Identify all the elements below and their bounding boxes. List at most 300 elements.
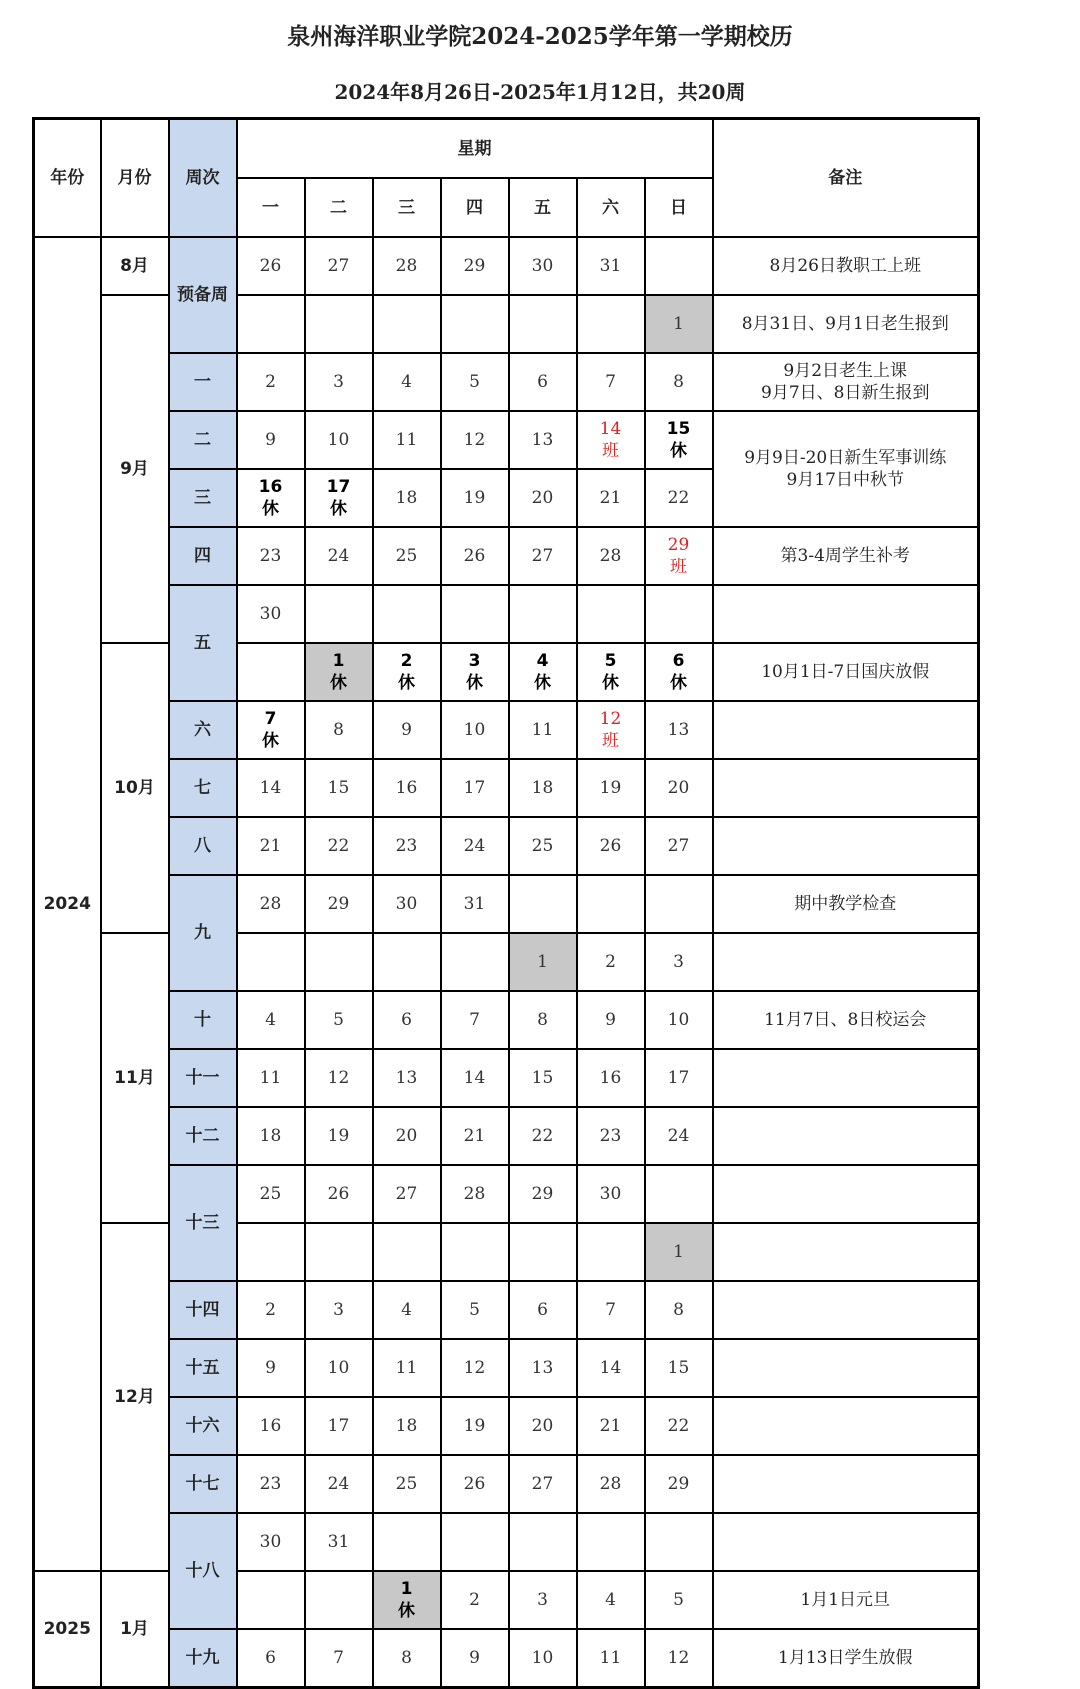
note-cell (713, 1513, 979, 1571)
day-cell (305, 817, 373, 875)
holiday-mark: 休 (466, 673, 483, 693)
day-number: 22 (667, 488, 690, 508)
day-cell (373, 759, 441, 817)
note-line: 9月2日老生上课 (783, 361, 908, 381)
header-day: 六 (577, 178, 645, 237)
day-cell (305, 1513, 373, 1571)
day-number: 10 (327, 1358, 350, 1378)
day-cell (441, 1165, 509, 1223)
day-cell (305, 1339, 373, 1397)
day-number: 17 (327, 1416, 350, 1436)
day-number: 30 (599, 1184, 622, 1204)
holiday-mark: 休 (330, 673, 347, 693)
day-number: 2 (605, 952, 616, 972)
day-number: 23 (259, 546, 282, 566)
day-number: 25 (395, 546, 418, 566)
day-cell (305, 527, 373, 585)
day-number: 10 (327, 430, 350, 450)
day-cell (305, 237, 373, 295)
day-number: 1 (537, 952, 548, 972)
note-cell (713, 1281, 979, 1339)
note-cell (713, 1339, 979, 1397)
note-cell (713, 1165, 979, 1223)
day-cell (373, 295, 441, 353)
day-number: 12 (599, 709, 622, 729)
day-cell (645, 875, 713, 933)
day-cell (237, 353, 305, 411)
day-number: 20 (667, 778, 690, 798)
note-line: 10月1日-7日国庆放假 (761, 662, 930, 682)
day-number: 7 (605, 372, 616, 392)
day-number: 21 (599, 1416, 622, 1436)
day-cell (577, 817, 645, 875)
month-cell: 8月 (101, 237, 169, 295)
header-year: 年份 (34, 119, 101, 238)
day-number: 27 (667, 836, 690, 856)
day-cell (577, 469, 645, 527)
week-cell: 五 (169, 585, 237, 701)
day-number: 5 (604, 651, 617, 671)
week-cell: 十八 (169, 1513, 237, 1629)
day-number: 22 (667, 1416, 690, 1436)
day-cell (509, 1107, 577, 1165)
day-number: 13 (531, 1358, 554, 1378)
day-cell (509, 237, 577, 295)
header-month: 月份 (101, 119, 169, 238)
day-number: 3 (673, 952, 684, 972)
day-cell (577, 991, 645, 1049)
day-cell (509, 353, 577, 411)
day-cell (373, 1571, 441, 1629)
day-cell (645, 1049, 713, 1107)
day-cell (441, 237, 509, 295)
day-cell (373, 237, 441, 295)
note-line: 9月17日中秋节 (786, 470, 904, 490)
day-number: 11 (531, 720, 554, 740)
day-number: 17 (667, 1068, 690, 1088)
day-number: 18 (395, 1416, 418, 1436)
day-number: 9 (401, 720, 412, 740)
day-cell (645, 585, 713, 643)
day-number: 4 (401, 1300, 412, 1320)
day-number: 4 (536, 651, 549, 671)
day-cell (577, 1513, 645, 1571)
day-cell (373, 527, 441, 585)
day-cell (237, 1223, 305, 1281)
note-cell (713, 353, 979, 411)
day-cell (577, 1049, 645, 1107)
day-cell (305, 933, 373, 991)
header-weekday: 星期 (237, 119, 713, 179)
day-number: 1 (332, 651, 345, 671)
day-cell (441, 1571, 509, 1629)
day-number: 17 (463, 778, 486, 798)
note-cell (713, 933, 979, 991)
day-cell (441, 1513, 509, 1571)
day-number: 4 (401, 372, 412, 392)
holiday-mark: 休 (262, 499, 279, 519)
header-note: 备注 (713, 119, 979, 238)
day-number: 2 (469, 1590, 480, 1610)
day-cell (577, 527, 645, 585)
day-number: 11 (395, 1358, 418, 1378)
day-number: 6 (401, 1010, 412, 1030)
day-number: 5 (673, 1590, 684, 1610)
day-number: 20 (395, 1126, 418, 1146)
day-number: 24 (327, 1474, 350, 1494)
year-cell: 2024 (34, 237, 101, 1571)
day-cell (509, 701, 577, 759)
day-cell (645, 353, 713, 411)
day-cell (237, 1513, 305, 1571)
day-number: 29 (327, 894, 350, 914)
day-number: 15 (667, 1358, 690, 1378)
day-number: 29 (531, 1184, 554, 1204)
day-cell (373, 933, 441, 991)
holiday-mark: 休 (262, 731, 279, 751)
day-cell (441, 295, 509, 353)
day-number: 22 (327, 836, 350, 856)
day-cell (373, 817, 441, 875)
day-cell (373, 411, 441, 469)
day-cell (373, 701, 441, 759)
day-number: 9 (605, 1010, 616, 1030)
day-cell (237, 1049, 305, 1107)
day-number: 13 (531, 430, 554, 450)
day-number: 2 (265, 372, 276, 392)
day-cell (577, 701, 645, 759)
day-number: 18 (259, 1126, 282, 1146)
note-cell (713, 411, 979, 527)
day-number: 14 (463, 1068, 486, 1088)
day-number: 11 (259, 1068, 282, 1088)
month-cell: 10月 (101, 643, 169, 933)
day-cell (509, 933, 577, 991)
note-line: 第3-4周学生补考 (780, 546, 910, 566)
day-cell (509, 1223, 577, 1281)
day-cell (509, 1165, 577, 1223)
note-cell (713, 1397, 979, 1455)
day-number: 20 (531, 1416, 554, 1436)
day-number: 28 (599, 1474, 622, 1494)
day-number: 24 (667, 1126, 690, 1146)
note-cell (713, 759, 979, 817)
week-cell: 六 (169, 701, 237, 759)
day-number: 26 (327, 1184, 350, 1204)
note-line: 11月7日、8日校运会 (764, 1010, 927, 1030)
day-cell (305, 411, 373, 469)
day-cell (373, 469, 441, 527)
day-cell (577, 643, 645, 701)
day-cell (645, 817, 713, 875)
day-cell (577, 1397, 645, 1455)
week-cell: 二 (169, 411, 237, 469)
day-number: 19 (463, 1416, 486, 1436)
day-cell (509, 527, 577, 585)
holiday-mark: 休 (398, 673, 415, 693)
day-cell (305, 1049, 373, 1107)
day-cell (441, 1455, 509, 1513)
note-line: 1月13日学生放假 (778, 1648, 913, 1668)
day-number: 6 (537, 1300, 548, 1320)
day-cell (577, 1339, 645, 1397)
day-number: 10 (463, 720, 486, 740)
day-number: 2 (400, 651, 413, 671)
day-number: 9 (265, 1358, 276, 1378)
day-number: 23 (599, 1126, 622, 1146)
day-number: 23 (395, 836, 418, 856)
day-cell (577, 1165, 645, 1223)
day-cell (645, 1339, 713, 1397)
day-cell (305, 875, 373, 933)
note-cell (713, 1107, 979, 1165)
day-number: 31 (463, 894, 486, 914)
week-cell: 十六 (169, 1397, 237, 1455)
day-cell (645, 1571, 713, 1629)
day-number: 5 (469, 1300, 480, 1320)
day-cell (237, 585, 305, 643)
note-cell (713, 295, 979, 353)
day-number: 25 (395, 1474, 418, 1494)
day-number: 30 (259, 1532, 282, 1552)
day-number: 5 (469, 372, 480, 392)
day-number: 15 (327, 778, 350, 798)
week-cell: 十五 (169, 1339, 237, 1397)
day-cell (373, 643, 441, 701)
day-cell (645, 527, 713, 585)
note-cell (713, 585, 979, 643)
day-cell (645, 411, 713, 469)
day-cell (441, 1397, 509, 1455)
day-cell (305, 1281, 373, 1339)
day-cell (441, 469, 509, 527)
day-number: 7 (333, 1648, 344, 1668)
day-cell (441, 1339, 509, 1397)
day-number: 13 (667, 720, 690, 740)
day-number: 16 (599, 1068, 622, 1088)
week-cell: 四 (169, 527, 237, 585)
week-cell: 一 (169, 353, 237, 411)
day-cell (645, 759, 713, 817)
day-cell (509, 875, 577, 933)
day-number: 18 (531, 778, 554, 798)
day-cell (441, 759, 509, 817)
page-subtitle: 2024年8月26日-2025年1月12日，共20周 (334, 80, 746, 104)
day-number: 29 (667, 1474, 690, 1494)
note-line: 9月7日、8日新生报到 (761, 383, 930, 403)
day-number: 12 (463, 1358, 486, 1378)
day-cell (509, 585, 577, 643)
month-cell: 9月 (101, 295, 169, 643)
note-cell (713, 643, 979, 701)
day-cell (305, 1165, 373, 1223)
day-cell (305, 469, 373, 527)
note-cell (713, 237, 979, 295)
day-cell (305, 353, 373, 411)
day-cell (305, 295, 373, 353)
day-cell (305, 991, 373, 1049)
week-cell: 十七 (169, 1455, 237, 1513)
day-cell (237, 1339, 305, 1397)
day-number: 16 (395, 778, 418, 798)
day-cell (237, 701, 305, 759)
day-cell (237, 1165, 305, 1223)
day-cell (441, 585, 509, 643)
header-day: 五 (509, 178, 577, 237)
day-cell (509, 817, 577, 875)
day-cell (509, 1339, 577, 1397)
day-cell (305, 701, 373, 759)
day-cell (373, 1107, 441, 1165)
day-cell (237, 759, 305, 817)
day-cell (237, 527, 305, 585)
day-number: 15 (531, 1068, 554, 1088)
day-number: 27 (327, 256, 350, 276)
day-number: 6 (672, 651, 685, 671)
month-cell: 11月 (101, 933, 169, 1223)
day-cell (441, 411, 509, 469)
day-number: 26 (463, 1474, 486, 1494)
day-cell (373, 1455, 441, 1513)
day-cell (305, 1455, 373, 1513)
day-cell (577, 1571, 645, 1629)
day-cell (373, 1165, 441, 1223)
day-cell (441, 353, 509, 411)
day-cell (237, 295, 305, 353)
day-cell (577, 933, 645, 991)
day-cell (441, 817, 509, 875)
day-cell (441, 875, 509, 933)
day-number: 28 (463, 1184, 486, 1204)
day-number: 3 (333, 372, 344, 392)
note-cell (713, 875, 979, 933)
day-number: 2 (265, 1300, 276, 1320)
day-number: 20 (531, 488, 554, 508)
day-cell (645, 643, 713, 701)
day-number: 14 (599, 419, 622, 439)
day-number: 28 (259, 894, 282, 914)
week-cell: 十九 (169, 1629, 237, 1688)
day-cell (305, 643, 373, 701)
header-day: 三 (373, 178, 441, 237)
day-number: 21 (259, 836, 282, 856)
day-cell (237, 933, 305, 991)
month-cell: 12月 (101, 1223, 169, 1571)
day-number: 1 (673, 1242, 684, 1262)
day-number: 14 (599, 1358, 622, 1378)
day-number: 17 (326, 477, 351, 497)
day-number: 4 (265, 1010, 276, 1030)
day-number: 8 (401, 1648, 412, 1668)
day-number: 24 (327, 546, 350, 566)
header-day: 日 (645, 178, 713, 237)
day-number: 19 (463, 488, 486, 508)
day-cell (577, 1107, 645, 1165)
week-cell: 七 (169, 759, 237, 817)
month-cell: 1月 (101, 1571, 169, 1688)
header-day: 一 (237, 178, 305, 237)
day-cell (237, 411, 305, 469)
day-cell (509, 469, 577, 527)
day-cell (441, 643, 509, 701)
day-number: 8 (673, 372, 684, 392)
week-cell: 十一 (169, 1049, 237, 1107)
day-cell (237, 469, 305, 527)
day-cell (645, 1165, 713, 1223)
day-cell (577, 585, 645, 643)
day-number: 4 (605, 1590, 616, 1610)
day-number: 12 (667, 1648, 690, 1668)
day-cell (373, 991, 441, 1049)
day-number: 7 (264, 709, 277, 729)
day-number: 8 (333, 720, 344, 740)
day-number: 16 (258, 477, 283, 497)
day-number: 21 (463, 1126, 486, 1146)
day-number: 22 (531, 1126, 554, 1146)
day-cell (645, 1281, 713, 1339)
day-cell (645, 1513, 713, 1571)
day-cell (577, 1223, 645, 1281)
day-cell (237, 875, 305, 933)
note-line: 1月1日元旦 (800, 1590, 891, 1610)
workday-mark: 班 (602, 441, 619, 461)
day-cell (509, 759, 577, 817)
day-cell (441, 527, 509, 585)
week-cell: 十 (169, 991, 237, 1049)
day-number: 9 (265, 430, 276, 450)
day-number: 12 (327, 1068, 350, 1088)
day-cell (237, 991, 305, 1049)
day-cell (577, 759, 645, 817)
workday-mark: 班 (602, 731, 619, 751)
day-cell (509, 1571, 577, 1629)
day-cell (645, 933, 713, 991)
day-cell (645, 469, 713, 527)
workday-mark: 班 (670, 557, 687, 577)
day-cell (305, 759, 373, 817)
day-cell (577, 295, 645, 353)
day-number: 6 (537, 372, 548, 392)
day-cell (645, 991, 713, 1049)
day-cell (645, 1397, 713, 1455)
day-cell (645, 1455, 713, 1513)
day-number: 28 (395, 256, 418, 276)
day-number: 30 (395, 894, 418, 914)
day-number: 29 (463, 256, 486, 276)
day-cell (577, 875, 645, 933)
day-cell (305, 1223, 373, 1281)
header-day: 二 (305, 178, 373, 237)
day-number: 13 (395, 1068, 418, 1088)
day-number: 6 (265, 1648, 276, 1668)
day-cell (441, 1223, 509, 1281)
day-number: 25 (259, 1184, 282, 1204)
day-number: 27 (531, 1474, 554, 1494)
day-number: 26 (259, 256, 282, 276)
day-number: 7 (605, 1300, 616, 1320)
day-number: 30 (259, 604, 282, 624)
day-number: 24 (463, 836, 486, 856)
week-cell: 预备周 (169, 237, 237, 353)
note-cell (713, 817, 979, 875)
day-cell (237, 1455, 305, 1513)
day-cell (645, 237, 713, 295)
day-cell (373, 1339, 441, 1397)
day-number: 29 (667, 535, 690, 555)
day-cell (577, 1455, 645, 1513)
day-number: 7 (469, 1010, 480, 1030)
day-number: 31 (599, 256, 622, 276)
